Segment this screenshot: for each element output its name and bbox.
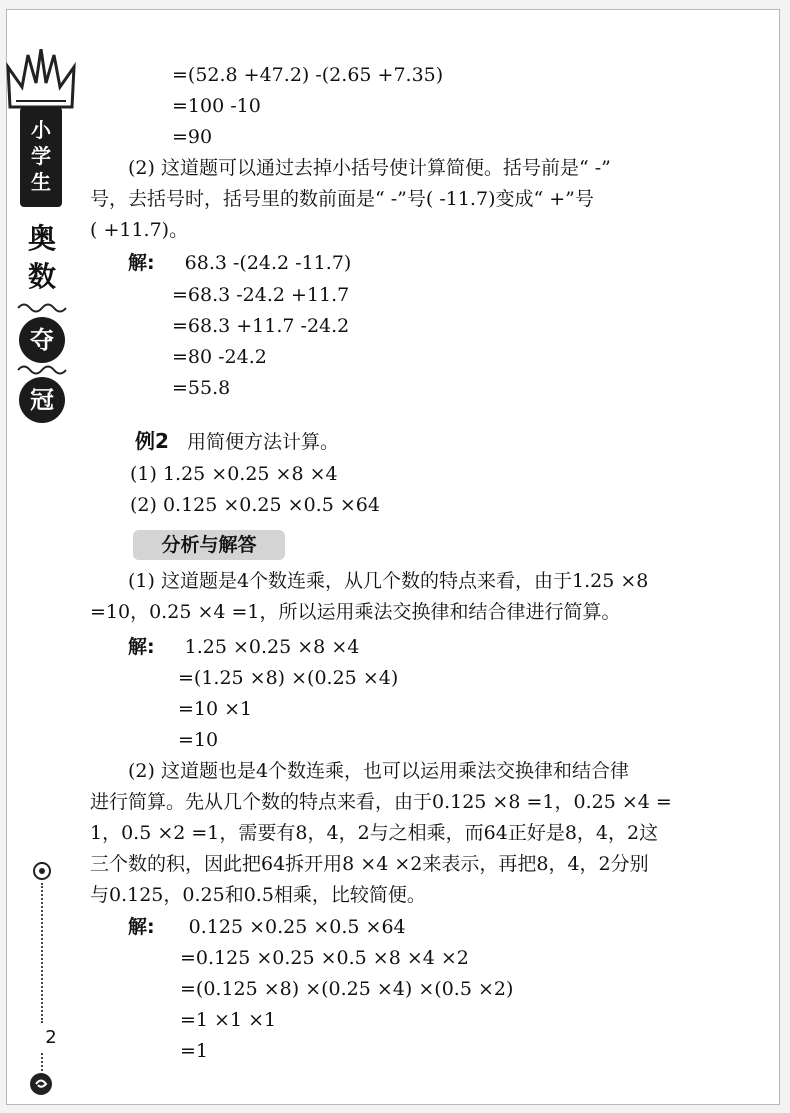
equation-line: =90 bbox=[172, 126, 213, 148]
equation-text: 0.125 ×0.25 ×0.5 ×64 bbox=[188, 916, 406, 938]
equation-line: =10 bbox=[178, 729, 219, 751]
paragraph-line: (2) 这道题可以通过去掉小括号使计算简便。括号前是“ -” bbox=[128, 157, 611, 179]
solution-label: 解: bbox=[128, 252, 155, 274]
paragraph-line: ( +11.7)。 bbox=[90, 219, 189, 241]
equation-text: 1.25 ×0.25 ×8 ×4 bbox=[184, 636, 360, 658]
brand-char-2: 学 bbox=[31, 144, 51, 168]
circle-char-1: 夺 bbox=[19, 317, 65, 363]
brand-char-3: 生 bbox=[31, 170, 51, 194]
sidebar bbox=[6, 9, 76, 1103]
paragraph-line: 进行简算。先从几个数的特点来看，由于0.125 ×8 =1，0.25 ×4 = bbox=[90, 791, 672, 813]
page-number: 2 bbox=[45, 1027, 57, 1048]
brand-block bbox=[20, 107, 62, 207]
circle-char-2: 冠 bbox=[19, 377, 65, 423]
equation-line: =68.3 -24.2 +11.7 bbox=[172, 284, 350, 306]
example-heading bbox=[135, 428, 339, 455]
crown-icon bbox=[6, 49, 76, 109]
equation-line: =55.8 bbox=[172, 377, 231, 399]
example-label: 例2 bbox=[135, 429, 169, 453]
paragraph-line: 三个数的积，因此把64拆开用8 ×4 ×2来表示，再把8，4，2分别 bbox=[90, 853, 649, 875]
problem-line: (1) 1.25 ×0.25 ×8 ×4 bbox=[130, 463, 338, 485]
solution-line bbox=[128, 634, 359, 660]
dotted-line bbox=[41, 1053, 43, 1071]
dotted-line bbox=[41, 883, 43, 1023]
swirl-ornament-icon bbox=[16, 363, 68, 377]
paragraph-line: 1，0.5 ×2 =1，需要有8，4，2与之相乘，而64正好是8，4，2这 bbox=[90, 822, 659, 844]
equation-line: =68.3 +11.7 -24.2 bbox=[172, 315, 350, 337]
title-char-1: 奥 bbox=[27, 222, 56, 255]
equation-line: =0.125 ×0.25 ×0.5 ×8 ×4 ×2 bbox=[180, 947, 469, 969]
solution-line bbox=[128, 914, 406, 940]
swirl-ornament-icon bbox=[16, 301, 68, 315]
solution-line bbox=[128, 250, 351, 276]
problem-line: (2) 0.125 ×0.25 ×0.5 ×64 bbox=[130, 494, 380, 516]
equation-line: =10 ×1 bbox=[178, 698, 253, 720]
equation-text: 68.3 -(24.2 -11.7) bbox=[184, 252, 352, 274]
equation-line: =(0.125 ×8) ×(0.25 ×4) ×(0.5 ×2) bbox=[180, 978, 514, 1000]
paragraph-line: 与0.125，0.25和0.5相乘，比较简便。 bbox=[90, 884, 426, 906]
flower-icon bbox=[32, 861, 52, 881]
swirl-icon bbox=[28, 1071, 54, 1097]
solution-label: 解: bbox=[128, 636, 155, 658]
example-text: 用简便方法计算。 bbox=[186, 431, 339, 453]
brand-char-1: 小 bbox=[31, 118, 51, 142]
equation-line: =80 -24.2 bbox=[172, 346, 267, 368]
paragraph-line: (1) 这道题是4个数连乘，从几个数的特点来看，由于1.25 ×8 bbox=[128, 570, 649, 592]
equation-line: =1 bbox=[180, 1040, 209, 1062]
equation-line: =100 -10 bbox=[172, 95, 261, 117]
title-char-2: 数 bbox=[27, 260, 56, 293]
solution-label: 解: bbox=[128, 916, 155, 938]
equation-line: =(1.25 ×8) ×(0.25 ×4) bbox=[178, 667, 399, 689]
paragraph-line: (2) 这道题也是4个数连乘，也可以运用乘法交换律和结合律 bbox=[128, 760, 630, 782]
paragraph-line: =10，0.25 ×4 =1，所以运用乘法交换律和结合律进行简算。 bbox=[90, 601, 621, 623]
paragraph-line: 号，去括号时，括号里的数前面是“ -”号( -11.7)变成“ +”号 bbox=[90, 188, 594, 210]
equation-line: =(52.8 +47.2) -(2.65 +7.35) bbox=[172, 64, 444, 86]
section-tag: 分析与解答 bbox=[133, 530, 285, 560]
equation-line: =1 ×1 ×1 bbox=[180, 1009, 277, 1031]
